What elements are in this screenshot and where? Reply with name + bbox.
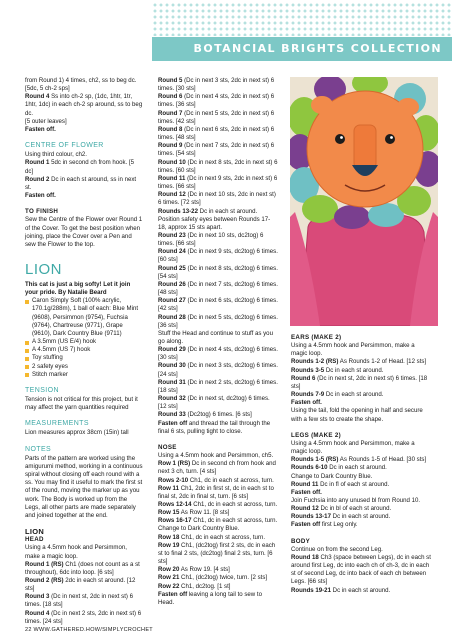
- text-line: Using a 4.5mm hook and Persimmon, ch5.: [158, 452, 274, 460]
- instruction: [158, 77, 278, 93]
- banner-band: [152, 37, 452, 61]
- section-banner: [152, 0, 452, 63]
- instruction: [158, 460, 278, 476]
- instruction-text: (Dc in next 9 sts, 2dc in next st) 6 times. [66 sts]: [158, 174, 278, 191]
- round-label: Round 27: [158, 297, 186, 305]
- section-heading-head: HEAD: [25, 536, 44, 544]
- instruction: [158, 566, 278, 574]
- instruction: [158, 574, 278, 582]
- fasten-off: Fasten off.: [291, 488, 322, 496]
- round-label: Round 26: [158, 280, 186, 288]
- instruction: [158, 395, 278, 411]
- list-item: Stitch marker: [25, 371, 143, 379]
- instruction-text: (Dc2tog) 6 times. [6 sts]: [185, 411, 252, 419]
- instruction-text: (Dc in next 3 sts, 2dc in next st) 6 times. [30 sts]: [158, 77, 275, 93]
- round-label: Round 1: [25, 159, 50, 167]
- instruction-text: (Dc in next 5 sts, dc2tog) 6 times. [36 sts]: [158, 313, 278, 329]
- round-label: Rounds 1-2 (RS): [291, 358, 339, 366]
- instruction-text: (Dc in next 10 sts, dc2tog) 6 times. [66 sts]: [158, 231, 264, 248]
- round-label: Round 32: [158, 395, 186, 403]
- instruction-text: Ch1 (does not count as a st throughout), 6dc into loop. [6 sts]: [25, 560, 140, 576]
- instruction-text: (Dc in next st, dc2tog) 6 times. [12 sts]: [158, 395, 270, 411]
- head-rounds: [158, 77, 278, 436]
- instruction-text: Ch1, dc2tog. [1 st]: [179, 582, 231, 590]
- instruction: [291, 456, 431, 464]
- instruction-text: (Dc in next 4 sts, dc2tog) 6 times. [30 sts]: [158, 346, 278, 362]
- instruction: [158, 477, 278, 485]
- instruction: [158, 591, 278, 607]
- instruction-text: Ch1, dc in each st across, turn.: [188, 476, 274, 484]
- fasten-off: Fasten off.: [291, 399, 322, 407]
- instruction: [158, 191, 278, 207]
- instruction: [158, 93, 278, 109]
- instruction: [158, 265, 278, 281]
- instruction: [158, 330, 278, 346]
- instruction: [291, 375, 431, 391]
- column-1: [25, 77, 143, 626]
- pattern-title: LION: [25, 260, 63, 278]
- instruction: [158, 379, 278, 395]
- instruction-text: 5dc in second ch from hook. [5 dc]: [25, 159, 135, 175]
- instruction: [158, 509, 278, 517]
- round-label: Round 11: [291, 480, 319, 488]
- instruction-text: Position safety eyes between Rounds 17-18, approx 15 sts apart.: [158, 215, 271, 231]
- section-heading-measurements: MEASUREMENTS: [25, 420, 89, 428]
- instruction: [158, 485, 278, 501]
- fasten-off: Fasten off.: [25, 192, 56, 200]
- instruction-text: As Rounds 1-5 of Head. [30 sts]: [338, 456, 427, 464]
- body-rows: [291, 554, 431, 595]
- instruction: [158, 583, 278, 591]
- round-label: Row 1 (RS): [158, 460, 191, 468]
- round-label: Round 23: [158, 231, 186, 239]
- instruction: [291, 587, 431, 595]
- instruction-text: As Row 11. [8 sts]: [179, 509, 230, 517]
- instruction-text: (Dc in next 6 sts, dc2tog) 6 times. [42 sts]: [158, 297, 278, 313]
- list-item: A 3.5mm (US E/4) hook: [25, 338, 143, 346]
- section-heading-nose: NOSE: [158, 443, 177, 451]
- instruction: [25, 593, 143, 609]
- fasten-off: Fasten off.: [25, 125, 56, 133]
- round-label: Rounds 19-21: [291, 586, 331, 594]
- round-label: Row 18: [158, 533, 180, 541]
- round-label: Round 28: [158, 313, 186, 321]
- instruction-text: (Dc in next st, 2dc in next st) 6 times. [18 sts]: [25, 593, 134, 609]
- instruction: [158, 208, 278, 216]
- text-line: [5 outer leaves]: [25, 117, 67, 125]
- instruction-text: (Dc in next 9 sts, dc2tog) 6 times. [60 sts]: [158, 248, 278, 264]
- round-label: Round 1 (RS): [25, 560, 64, 568]
- list-item: Toy stuffing: [25, 354, 143, 362]
- round-label: Round 30: [158, 362, 186, 370]
- instruction-text: (Dc in next st, 2dc in next st) 6 times. [18 sts]: [291, 374, 428, 390]
- text-line: [5dc, 5 ch-2 sps]: [25, 85, 70, 93]
- round-label: Rounds 13-22: [158, 207, 198, 215]
- column-2: [158, 77, 278, 607]
- instruction-text: (Dc in next 7 sts, 2dc in next st) 6 times. [54 sts]: [158, 142, 275, 158]
- instruction: [291, 481, 431, 489]
- instruction-text: and thread the tail through the final 6 sts, pulling tight to close.: [158, 419, 271, 435]
- instruction-text: Dc in second ch from hook and next 3 ch, turn. [4 sts]: [158, 460, 276, 476]
- instruction: [158, 501, 278, 509]
- instruction-text: Dc in each st around.: [324, 366, 384, 374]
- instruction-text: Dc in fl of each st around.: [318, 480, 390, 488]
- round-label: Round 4: [25, 93, 50, 101]
- banner-title: BOTANCIAL BRIGHTS COLLECTION: [193, 42, 442, 55]
- round-label: Rows 2-10: [158, 476, 189, 484]
- instruction: [25, 577, 143, 593]
- instruction-text: Dc in each st around.: [324, 391, 384, 399]
- instruction-text: (Dc in next 4 sts, 2dc in next st) 6 times. [36 sts]: [158, 93, 275, 109]
- instruction-text: Stuff the Head and continue to stuff as you go along.: [158, 329, 273, 345]
- section-heading-body: BODY: [291, 537, 311, 545]
- instruction: [158, 175, 278, 191]
- round-label: Rounds 13-17: [291, 513, 331, 521]
- section-heading-finish: TO FINISH: [25, 208, 59, 216]
- round-label: Round 2: [25, 175, 50, 183]
- round-label: Rounds 6-10: [291, 464, 328, 472]
- instruction-text: Ch1, (dc2tog) twice, turn. [2 sts]: [179, 574, 268, 582]
- text-line: from Round 1) 4 times, ch2, ss to beg dc.: [25, 77, 137, 84]
- column-3: [291, 334, 431, 595]
- text-line: Using a 4.5mm hook and Persimmon, make a magic loop.: [291, 439, 415, 456]
- text-line: Using third colour, ch2.: [25, 151, 87, 159]
- instruction: [158, 159, 278, 175]
- round-label: Round 29: [158, 346, 186, 354]
- instruction-text: leaving a long tail to sew to Head.: [158, 590, 262, 606]
- instruction: [291, 464, 431, 472]
- instruction: [291, 391, 431, 399]
- instruction: [158, 420, 278, 436]
- instruction: [291, 358, 431, 366]
- section-heading-ears: EARS (MAKE 2): [291, 334, 342, 341]
- subpattern-title: LION: [25, 527, 45, 537]
- section-heading-tension: TENSION: [25, 386, 59, 394]
- round-label: Round 6: [158, 93, 183, 101]
- instruction-text: Ch1, (dc2tog) first 2 sts, dc in each st to final 2 sts, (dc2tog) final 2 sts, turn. [6 sts]: [158, 541, 276, 566]
- instruction-text: (Dc in next 7 sts, dc2tog) 6 times. [48 sts]: [158, 280, 278, 297]
- round-label: Round 8: [158, 125, 183, 133]
- instruction: [158, 534, 278, 542]
- instruction-text: (Dc in next 2 sts, dc2tog) 6 times. [18 sts]: [158, 378, 278, 394]
- round-label: Round 9: [158, 142, 183, 150]
- round-label: Row 21: [158, 574, 180, 582]
- instruction-text: Ss into ch-2 sp, (1dc, 1htr, 1tr, 1htr, 1dc) in each ch-2 sp around, ss to beg dc.: [25, 93, 143, 117]
- instruction: [158, 232, 278, 248]
- round-label: Round 10: [158, 158, 186, 166]
- text-line: Join Fuchsia into any unused bl from Round 10.: [291, 496, 421, 504]
- instruction: [158, 142, 278, 158]
- round-label: Round 5: [158, 77, 183, 84]
- instruction-text: Ch1, dc in each st across, turn. Change to Dark Country Blue.: [158, 517, 278, 533]
- instruction-text: Ch1, dc in each st across, turn.: [191, 500, 278, 508]
- instruction-text: Dc in each st around.: [330, 513, 391, 521]
- instruction-text: Dc in bl of each st around.: [318, 505, 392, 513]
- pattern-intro: This cat is just a big softy! Let it join your pride. By Natalie Beard: [25, 280, 131, 297]
- instruction-text: Ch1, 2dc in first st, dc in each st to final st, 2dc in final st, turn. [6 sts]: [158, 484, 274, 500]
- section-heading-notes: NOTES: [25, 445, 52, 453]
- round-label: Row 22: [158, 582, 180, 590]
- round-label: Row 19: [158, 541, 180, 549]
- round-label: Round 12: [291, 505, 319, 513]
- instruction: [291, 554, 431, 587]
- round-label: Rounds 3-5: [291, 366, 325, 374]
- round-label: Round 2 (RS): [25, 576, 64, 584]
- instruction-text: (Dc in next 10 sts, 2dc in next st) 6 times. [72 sts]: [158, 191, 276, 207]
- instruction: [158, 314, 278, 330]
- instruction-text: Dc in each st around.: [327, 464, 387, 472]
- text-line: Using the tail, fold the opening in half and secure with a few sts to create the shape.: [291, 407, 423, 423]
- instruction-text: 2dc in each st around. [12 sts]: [25, 576, 136, 593]
- instruction-text: Dc in each st around.: [197, 207, 258, 215]
- lion-photo: [290, 77, 438, 326]
- legs-rows-2: [291, 505, 431, 521]
- round-label: Round 11: [158, 174, 186, 182]
- ears-rows: [291, 358, 431, 399]
- instruction: [25, 93, 143, 117]
- instruction-text: first Leg only.: [320, 521, 358, 529]
- instruction: [158, 281, 278, 297]
- list-item: A 4.5mm (US 7) hook: [25, 346, 143, 354]
- round-label: Rows 16-17: [158, 517, 192, 525]
- round-label: Round 4: [25, 609, 50, 617]
- round-label: Rows 12-14: [158, 500, 192, 508]
- instruction-text: Dc in each st around.: [330, 586, 391, 594]
- text-line: Using a 4.5mm hook and Persimmon, make a magic loop.: [291, 342, 415, 358]
- round-label: Round 18: [291, 553, 319, 561]
- instruction-text: As Rounds 1-2 of Head. [12 sts]: [338, 358, 427, 366]
- instruction-text: (Dc in next 3 sts, dc2tog) 6 times. [24 sts]: [158, 362, 278, 378]
- text-line: Change to Dark Country Blue.: [291, 472, 373, 480]
- section-heading-legs: LEGS (MAKE 2): [291, 431, 341, 439]
- instruction-text: As Row 19. [4 sts]: [179, 566, 230, 574]
- instruction: [291, 367, 431, 375]
- instruction: [158, 248, 278, 264]
- instruction-text: Ch3 (space between Legs), dc in each st around first Leg, dc into each ch of ch-3, dc in each st of second Leg, dc into back of each ch between Legs. [66 sts]: [291, 553, 431, 586]
- instruction: [158, 297, 278, 313]
- round-label: Rounds 1-5 (RS): [291, 456, 339, 464]
- round-label: Round 3: [25, 593, 50, 601]
- round-label: Round 7: [158, 109, 183, 117]
- instruction: [25, 561, 143, 577]
- instruction: [158, 362, 278, 378]
- instruction-text: (Dc in next 2 sts, 2dc in next st) 6 times. [24 sts]: [25, 609, 142, 625]
- tension-text: Tension is not critical for this project, but it may affect the yarn quantities required: [25, 396, 138, 412]
- round-label: Rounds 7-9: [291, 391, 325, 399]
- list-item: Caron Simply Soft (100% acrylic, 170.1g/288m), 1 ball of each: Blue Mint (9608), Persimmon (9754), Fuchsia (9764), Chartreuse (9771), Grape (9610), Dark Country Blue (9711): [25, 297, 143, 338]
- materials-list: [25, 297, 143, 379]
- finish-text: Sew the Centre of the Flower over Round 1 of the Cover. To get the best position when joining, place the Cover over a Pen and sew the Flower to the top.: [25, 216, 143, 248]
- round-label: Fasten off: [291, 521, 321, 529]
- instruction: [158, 542, 278, 566]
- legs-rows: [291, 456, 431, 472]
- round-label: Round 12: [158, 191, 186, 199]
- round-label: Row 11: [158, 484, 179, 492]
- round-label: Row 20: [158, 566, 180, 574]
- instruction: [158, 517, 278, 533]
- section-heading-centre: CENTRE OF FLOWER: [25, 142, 104, 150]
- page-footer: 22 WWW.GATHERED.HOW/SIMPLYCROCHET: [25, 627, 153, 633]
- instruction: [291, 513, 431, 521]
- measurements-text: Lion measures approx 38cm (15in) tall: [25, 429, 129, 437]
- list-item: 2 safety eyes: [25, 363, 143, 371]
- banner-dot-pattern: [152, 2, 452, 36]
- instruction: [158, 126, 278, 142]
- round-label: Round 24: [158, 248, 186, 256]
- instruction-text: Dc in each st around, ss in next st.: [25, 175, 137, 191]
- instruction-text: (Dc in next 8 sts, dc2tog) 6 times. [54 sts]: [158, 264, 278, 280]
- notes-text: Parts of the pattern are worked using the amigurumi method, working in a continuous spiral without closing off each round with a ss. You may find it useful to mark the first st of the round, moving the marker up as you work. The Body is worked up from the Legs, all other parts are made separately and joined together at the end.: [25, 454, 143, 519]
- nose-rows: [158, 460, 278, 607]
- text-line: Continue on from the second Leg.: [291, 545, 383, 553]
- round-label: Round 6: [291, 374, 316, 382]
- instruction-text: Ch1, dc in each st across, turn.: [179, 533, 266, 541]
- instruction: [158, 216, 278, 232]
- instruction: [291, 521, 431, 529]
- crochet-lion-illustration: [290, 77, 438, 326]
- instruction-text: (Dc in next 6 sts, 2dc in next st) 6 times. [48 sts]: [158, 125, 275, 142]
- instruction: [25, 610, 143, 626]
- instruction: [291, 505, 431, 513]
- round-label: Fasten off: [158, 590, 188, 598]
- instruction: [158, 110, 278, 126]
- instruction-text: (Dc in next 8 sts, 2dc in next st) 6 times. [60 sts]: [158, 158, 278, 174]
- round-label: Round 33: [158, 411, 186, 419]
- text-line: Using a 4.5mm hook and Persimmon, make a magic loop.: [25, 544, 127, 560]
- instruction: [158, 346, 278, 362]
- instruction-text: (Dc in next 5 sts, 2dc in next st) 6 times. [42 sts]: [158, 109, 275, 125]
- instruction: [158, 411, 278, 419]
- instruction: [25, 159, 143, 175]
- instruction: [25, 176, 143, 192]
- round-label: Fasten off: [158, 419, 188, 427]
- round-label: Round 31: [158, 378, 186, 386]
- round-label: Round 25: [158, 264, 186, 272]
- round-label: Row 15: [158, 509, 180, 517]
